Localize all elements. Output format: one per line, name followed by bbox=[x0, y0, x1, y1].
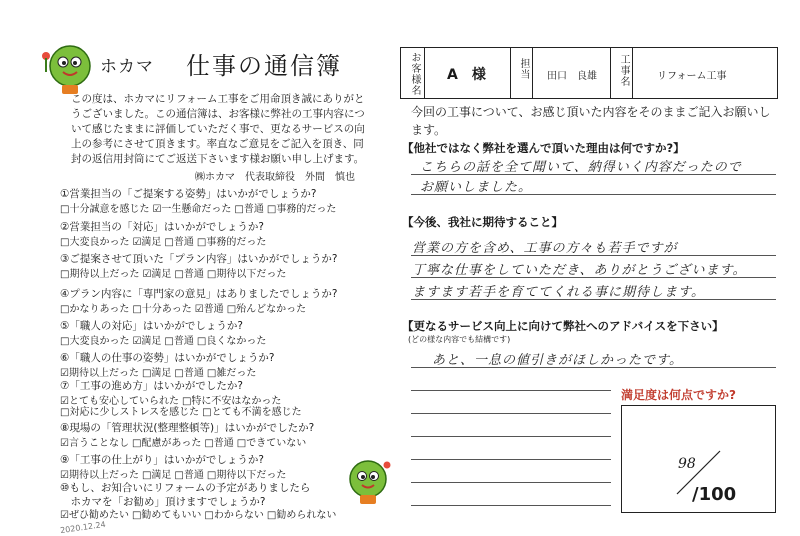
answer-option[interactable]: □期待以上だった bbox=[60, 269, 140, 280]
instructions-text: 今回の工事について、お感じ頂いた内容をそのままご記入お願いします。 bbox=[411, 105, 771, 137]
answer-line bbox=[411, 482, 611, 483]
answer-option[interactable]: ☑満足 bbox=[132, 336, 162, 347]
answer-option[interactable]: □事務的だった bbox=[196, 237, 267, 248]
answer-line bbox=[411, 174, 776, 175]
expectation-answer-line2: 丁寧な仕事をしていただき、ありがとうございます。 bbox=[412, 263, 747, 278]
answer-option[interactable]: □普通 bbox=[164, 237, 194, 248]
answer-line bbox=[411, 194, 776, 195]
reason-answer-line2: お願いしました。 bbox=[420, 180, 533, 195]
answer-option[interactable]: ☑満足 bbox=[132, 237, 162, 248]
answer-option[interactable]: □できていない bbox=[236, 438, 307, 449]
answer-option[interactable]: □わからない bbox=[204, 510, 264, 521]
answer-option[interactable]: □特に不安はなかった bbox=[181, 396, 282, 407]
expectation-answer-line3: ますます若手を育ててくれる事に期待します。 bbox=[412, 285, 705, 300]
question-options bbox=[60, 200, 339, 215]
reason-answer-line1: こちらの話を全て聞いて、納得いく内容だったので bbox=[420, 160, 742, 175]
answer-option[interactable]: ☑一生懸命だった bbox=[152, 204, 232, 215]
answer-option[interactable]: □対応に少しストレスを感じた bbox=[60, 407, 200, 418]
question-text: ⑥「職人の仕事の姿勢」はいかがでしょうか? bbox=[60, 352, 275, 364]
answer-option[interactable]: □普通 bbox=[164, 336, 194, 347]
advice-answer-line1: あと、一息の値引きがほしかったです。 bbox=[432, 353, 683, 368]
answer-option[interactable]: □普通 bbox=[174, 470, 204, 481]
score-value: 98 bbox=[678, 456, 696, 472]
question-options bbox=[60, 466, 289, 481]
answer-option[interactable]: □十分誠意を感じた bbox=[60, 204, 150, 215]
rep-label: 担当 bbox=[518, 58, 529, 80]
question-options bbox=[60, 300, 309, 315]
question-options bbox=[60, 403, 305, 418]
work-label: 工事名 bbox=[618, 54, 629, 87]
answer-option[interactable]: □かなりあった bbox=[60, 304, 130, 315]
rep-name: 田口 良雄 bbox=[547, 71, 597, 82]
answer-option[interactable]: ☑普通 bbox=[194, 304, 224, 315]
expectation-answer-line1: 営業の方を含め、工事の方々も若手ですが bbox=[412, 241, 678, 256]
question-options bbox=[60, 506, 339, 521]
answer-line bbox=[411, 390, 611, 391]
answer-option[interactable]: □良くなかった bbox=[196, 336, 267, 347]
answer-option[interactable]: □とても不満を感じた bbox=[202, 407, 302, 418]
answer-option[interactable]: ☑とても安心していられた bbox=[60, 396, 179, 407]
section-expectation-title: 【今後、我社に期待すること】 bbox=[402, 215, 563, 229]
score-box bbox=[621, 405, 776, 513]
score-max: /100 bbox=[692, 484, 737, 505]
rep-value-cell bbox=[533, 48, 611, 98]
answer-option[interactable]: □満足 bbox=[141, 368, 172, 379]
answer-option[interactable]: □勧められない bbox=[266, 510, 337, 521]
question-options bbox=[60, 265, 289, 280]
advice-note: (どの様な内容でも結構です) bbox=[408, 335, 511, 344]
answer-option[interactable]: □普通 bbox=[174, 368, 204, 379]
answer-option[interactable]: □十分あった bbox=[132, 304, 192, 315]
mascot-illustration bbox=[40, 38, 94, 96]
question-text: ⑦「工事の進め方」はいかがでしたか? bbox=[60, 380, 243, 392]
answer-option[interactable]: □事務的だった bbox=[266, 204, 337, 215]
company-signature: ㈱ホカマ 代表取締役 外間 慎也 bbox=[195, 172, 355, 183]
question-options bbox=[60, 332, 269, 347]
work-label-cell bbox=[611, 48, 633, 98]
page-title: 仕事の通信簿 bbox=[186, 52, 342, 80]
answer-option[interactable]: □期待以下だった bbox=[206, 269, 287, 280]
answer-option[interactable]: □期待以下だった bbox=[206, 470, 287, 481]
question-options bbox=[60, 364, 259, 379]
handwritten-date: 2020.12.24 bbox=[59, 519, 107, 536]
customer-label: お客様名 bbox=[409, 52, 420, 96]
answer-option[interactable]: □普通 bbox=[174, 269, 204, 280]
answer-option[interactable]: ☑ぜひ勧めたい bbox=[60, 510, 129, 521]
answer-line bbox=[411, 436, 611, 437]
question-options bbox=[60, 434, 309, 449]
answer-line bbox=[411, 459, 611, 460]
answer-line bbox=[411, 255, 776, 256]
answer-line bbox=[411, 413, 611, 414]
question-text: ③ご提案させて頂いた「プラン内容」はいかがでしょうか? bbox=[60, 253, 338, 265]
answer-option[interactable]: □普通 bbox=[204, 438, 234, 449]
question-text: ⑩もし、お知合いにリフォームの予定がありましたら bbox=[60, 482, 311, 494]
question-options bbox=[60, 233, 269, 248]
answer-option[interactable]: ☑期待以上だった bbox=[60, 368, 139, 379]
question-text: ②営業担当の「対応」はいかがでしょうか? bbox=[60, 221, 264, 233]
question-text: ホカマを「お勧め」頂けますでしょうか? bbox=[60, 496, 266, 508]
question-text: ⑨「工事の仕上がり」はいかがでしょうか? bbox=[60, 454, 264, 466]
section-reason-title: 【他社ではなく弊社を選んで頂いた理由は何ですか?】 bbox=[402, 141, 685, 155]
answer-option[interactable]: ☑満足 bbox=[142, 269, 172, 280]
answer-line bbox=[411, 505, 611, 506]
answer-option[interactable]: □大変良かった bbox=[60, 336, 130, 347]
question-text: ④プラン内容に「専門家の意見」はありましたでしょうか? bbox=[60, 288, 338, 300]
brand-name: ホカマ bbox=[100, 57, 154, 77]
answer-option[interactable]: □勧めてもいい bbox=[131, 510, 202, 521]
customer-name: A 様 bbox=[447, 67, 486, 83]
customer-info-box bbox=[400, 47, 778, 99]
answer-option[interactable]: ☑言うことなし bbox=[60, 438, 129, 449]
answer-line bbox=[411, 277, 776, 278]
customer-value-cell bbox=[425, 48, 511, 98]
score-title: 満足度は何点ですか? bbox=[621, 388, 736, 402]
intro-text: この度は、ホカマにリフォーム工事をご用命頂き誠にありがとうございました。この通信簿は、お客様に弊社の工事内容について感じたままに評価していただく事で、更なるサービスの向上の参考にさせて頂きます。率直なご意見をご記入を頂き、同封の返信用封筒にてご返送下さいます様お願い申し上げます。 bbox=[71, 93, 365, 165]
rep-label-cell bbox=[511, 48, 533, 98]
answer-line bbox=[411, 299, 776, 300]
answer-option[interactable]: ☑期待以上だった bbox=[60, 470, 139, 481]
answer-option[interactable]: □配慮があった bbox=[131, 438, 202, 449]
answer-line bbox=[411, 367, 776, 368]
question-text: ⑧現場の「管理状況(整理整頓等)」はいかがでしたか? bbox=[60, 422, 315, 434]
question-text: ①営業担当の「ご提案する姿勢」はいかがでしょうか? bbox=[60, 188, 317, 200]
section-advice-title: 【更なるサービス向上に向けて弊社へのアドバイスを下さい】 bbox=[402, 319, 724, 333]
answer-option[interactable]: □普通 bbox=[234, 204, 264, 215]
mascot-illustration-bottom bbox=[343, 455, 393, 507]
customer-label-cell bbox=[401, 48, 425, 98]
answer-option[interactable]: □雑だった bbox=[206, 368, 257, 379]
question-text: ⑤「職人の対応」はいかがでしょうか? bbox=[60, 320, 243, 332]
answer-option[interactable]: □満足 bbox=[141, 470, 172, 481]
answer-option[interactable]: □殆んどなかった bbox=[226, 304, 307, 315]
answer-option[interactable]: □大変良かった bbox=[60, 237, 130, 248]
work-name: リフォーム工事 bbox=[657, 71, 727, 82]
